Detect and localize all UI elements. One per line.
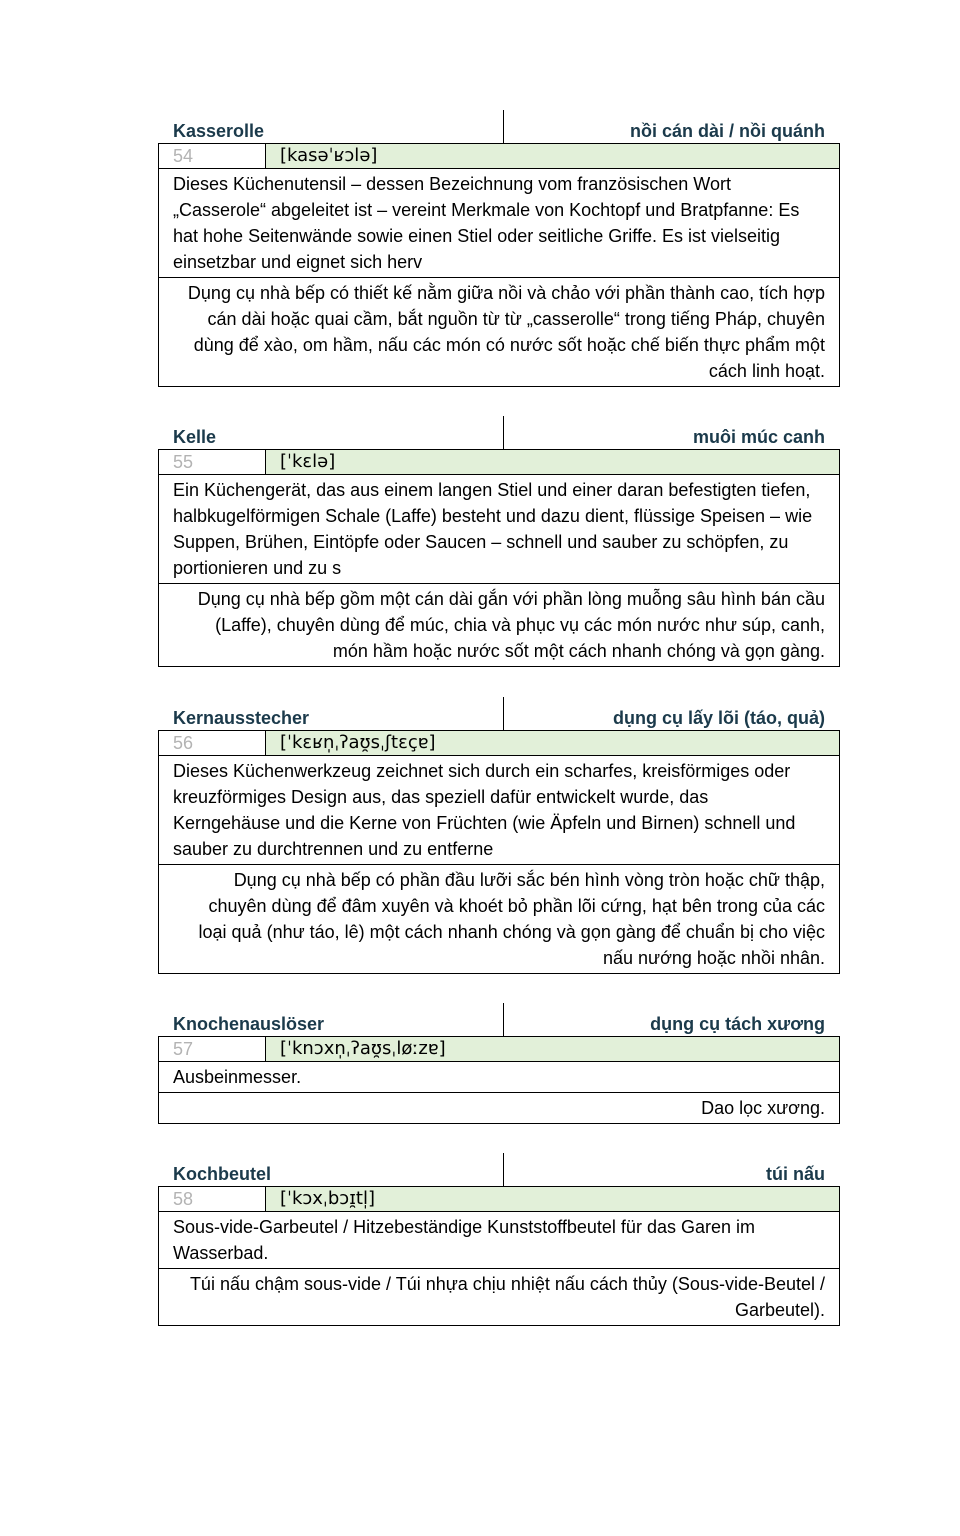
vietnamese-translation: muôi múc canh — [692, 427, 825, 447]
vocab-entry — [158, 1003, 840, 1124]
vietnamese-definition: Dao lọc xương. — [158, 1093, 840, 1124]
header-divider — [503, 1153, 504, 1186]
entry-header — [158, 1153, 840, 1186]
pronunciation-row — [158, 1036, 840, 1061]
german-definition: Ausbeinmesser. — [158, 1061, 840, 1093]
pronunciation-row — [158, 730, 840, 755]
ipa-transcription: [ˈkɛlə] — [265, 450, 839, 474]
entry-header — [158, 110, 840, 143]
vietnamese-definition: Dụng cụ nhà bếp gồm một cán dài gắn với phần lòng muỗng sâu hình bán cầu (Laffe), chuyên dùng để múc, chia và phục vụ các món nước như súp, canh, món hầm hoặc nước sốt một cách nhanh chóng và gọn gàng. — [158, 584, 840, 667]
ipa-transcription: [kasəˈʁɔlə] — [265, 144, 839, 168]
german-word: Knochenauslöser — [173, 1014, 325, 1034]
german-definition: Sous-vide-Garbeutel / Hitzebeständige Kunststoffbeutel für das Garen im Wasserbad. — [158, 1211, 840, 1269]
entry-header — [158, 416, 840, 449]
pronunciation-row — [158, 449, 840, 474]
german-word: Kelle — [173, 427, 217, 447]
vocab-entry — [158, 110, 840, 387]
vietnamese-definition: Dụng cụ nhà bếp có phần đầu lưỡi sắc bén hình vòng tròn hoặc chữ thập, chuyên dùng để đâm xuyên và khoét bỏ phần lõi cứng, hạt bên trong của các loại quả (như táo, lê) một cách nhanh chóng và gọn gàng để chuẩn bị cho việc nấu nướng hoặc nhồi nhân. — [158, 865, 840, 974]
vocab-entry — [158, 1153, 840, 1326]
header-divider — [503, 416, 504, 449]
entry-number: 55 — [159, 450, 265, 474]
pronunciation-row — [158, 143, 840, 168]
entry-header — [158, 697, 840, 730]
german-definition: Dieses Küchenutensil – dessen Bezeichnung vom französischen Wort „Casserole“ abgeleitet ist – vereint Merkmale von Kochtopf und Bratpfanne: Es hat hohe Seitenwände sowie einen Stiel oder seitliche Griffe. Es ist vielseitig einsetzbar und eignet sich herv — [158, 168, 840, 278]
vietnamese-translation: nồi cán dài / nồi quánh — [629, 121, 825, 141]
vocab-entry — [158, 416, 840, 667]
vietnamese-translation: dụng cụ tách xương — [650, 1014, 825, 1034]
ipa-transcription: [ˈknɔxn̩ˌʔaʊ̯sˌløːzɐ] — [265, 1037, 839, 1061]
entry-number: 57 — [159, 1037, 265, 1061]
ipa-transcription: [ˈkɔxˌbɔɪ̯tl̩] — [265, 1187, 839, 1211]
header-divider — [503, 110, 504, 143]
german-definition: Ein Küchengerät, das aus einem langen Stiel und einer daran befestigten tiefen, halbkugelförmigen Schale (Laffe) besteht und dazu dient, flüssige Speisen – wie Suppen, Brühen, Eintöpfe oder Saucen – schnell und sauber zu schöpfen, zu portionieren und zu s — [158, 474, 840, 584]
ipa-transcription: [ˈkɛʁn̩ˌʔaʊ̯sˌʃtɛçɐ] — [265, 731, 839, 755]
german-word: Kochbeutel — [173, 1164, 272, 1184]
entry-number: 58 — [159, 1187, 265, 1211]
vietnamese-translation: túi nấu — [766, 1164, 825, 1184]
german-word: Kernausstecher — [173, 708, 310, 728]
german-definition: Dieses Küchenwerkzeug zeichnet sich durch ein scharfes, kreisförmiges oder kreuzförmiges Design aus, das speziell dafür entwickelt wurde, das Kerngehäuse und die Kerne von Früchten (wie Äpfeln und Birnen) schnell und sauber zu durchtrennen und zu entferne — [158, 755, 840, 865]
header-divider — [503, 697, 504, 730]
vietnamese-translation: dụng cụ lấy lõi (táo, quả) — [612, 708, 825, 728]
vocab-entry — [158, 697, 840, 974]
header-divider — [503, 1003, 504, 1036]
vietnamese-definition: Túi nấu chậm sous-vide / Túi nhựa chịu nhiệt nấu cách thủy (Sous-vide-Beutel / Garbeutel). — [158, 1269, 840, 1326]
entry-number: 54 — [159, 144, 265, 168]
pronunciation-row — [158, 1186, 840, 1211]
entry-header — [158, 1003, 840, 1036]
german-word: Kasserolle — [173, 121, 265, 141]
vietnamese-definition: Dụng cụ nhà bếp có thiết kế nằm giữa nồi và chảo với phần thành cao, tích hợp cán dài hoặc quai cầm, bắt nguồn từ từ „casserolle“ trong tiếng Pháp, chuyên dùng để xào, om hầm, nấu các món có nước sốt hoặc chế biến thực phẩm một cách linh hoạt. — [158, 278, 840, 387]
entry-number: 56 — [159, 731, 265, 755]
